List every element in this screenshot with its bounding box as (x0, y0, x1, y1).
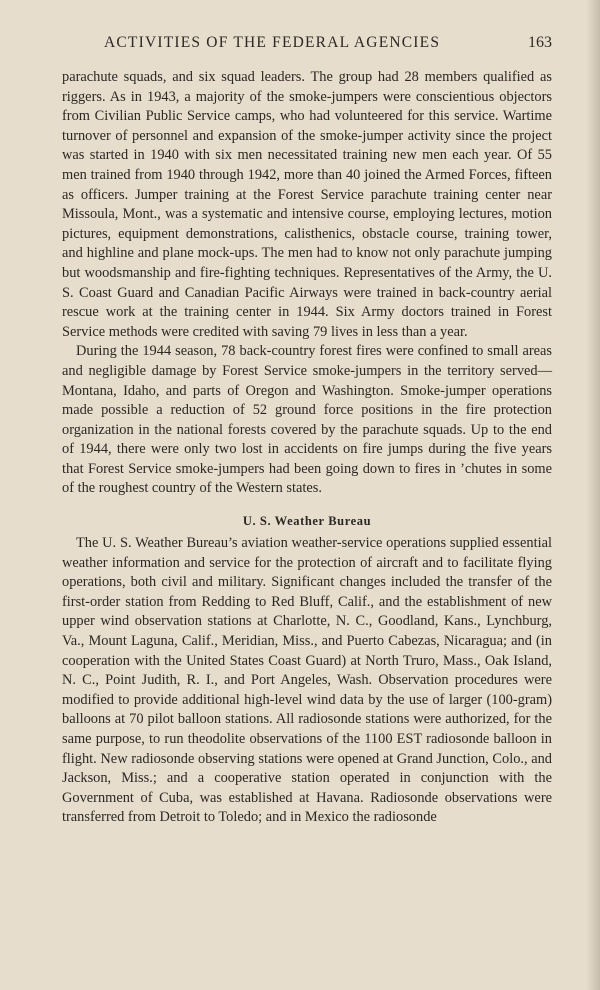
paragraph-weather-bureau: The U. S. Weather Bureau’s aviation weather-service operations supplied essential weather information and service for the protection of aircraft and to facilitate flying operations, both civil and military. Significant changes included the transfer of the first-order station from Redding to Red Bluff, Calif., and the establishment of new upper wind observation stations at Charlotte, N. C., Goodland, Kans., Lynchburg, Va., Mount Laguna, Calif., Meridian, Miss., and Puerto Cabezas, Nicaragua; and (in cooperation with the United States Coast Guard) at North Truro, Mass., Oak Island, N. C., Point Judith, R. I., and Port Angeles, Wash. Observation procedures were modified to provide additional high-level wind data by the use of larger (100-gram) balloons at 70 pilot balloon stations. All radiosonde stations were authorized, for the same purpose, to run theodolite observations of the 1100 EST radiosonde balloon in flight. New radiosonde observing stations were opened at Grand Junction, Colo., and Jackson, Miss.; and a cooperative station operated in conjunction with the Government of Cuba, was established at Havana. Radiosonde observations were transferred from Detroit to Toledo; and in Mexico the radiosonde (62, 535, 552, 826)
running-head (62, 34, 552, 54)
section-heading-weather-bureau: U. S. Weather Bureau (242, 514, 372, 529)
page-edge-shadow (586, 0, 600, 990)
paragraph-smoke-jumper-training: parachute squads, and six squad leaders. The group had 28 members qualified as riggers. As in 1943, a majority of the smoke-jumpers were conscientious objectors from Civilian Public Service camps, who had volunteered for this service. Wartime turnover of personnel and expansion of the smoke-jumper activity since the project was started in 1940 with six men necessitated training new men each year. Of 55 men trained from 1940 through 1942, more than 40 joined the Armed Forces, fifteen as officers. Jumper training at the Forest Service parachute training center near Missoula, Mont., was a systematic and intensive course, employing lectures, motion pictures, equipment demonstrations, calisthenics, obstacle course, training tower, and highline and plane mock-ups. The men had to know not only parachute jumping but woodsmanship and fire-fighting techniques. Representatives of the Army, the U. S. Coast Guard and Canadian Pacific Airways were trained in back-country aerial rescue work at the training center in 1944. Six Army doctors trained in Forest Service methods were credited with saving 79 lives in less than a year. (62, 69, 552, 340)
paragraph-1944-season: During the 1944 season, 78 back-country forest fires were confined to small areas and negligible damage by Forest Service smoke-jumpers in the territory served—Montana, Idaho, and parts of Oregon and Washington. Smoke-jumper operations made possible a reduction of 52 ground force positions in the fire protection organization in the national forests covered by the parachute squads. Up to the end of 1944, there were only two lost in accidents on fire jumps during the five years that Forest Service smoke-jumpers had been going down to fires in ’chutes in some of the roughest country of the Western states. (62, 343, 552, 497)
running-head-title: ACTIVITIES OF THE FEDERAL AGENCIES (104, 34, 441, 51)
body-text (62, 68, 552, 828)
page-number: 163 (528, 34, 552, 51)
